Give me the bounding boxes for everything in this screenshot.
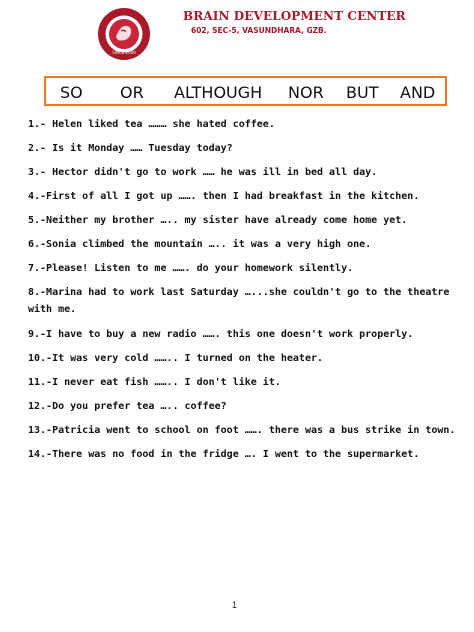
question-item: 13.-Patricia went to school on foot ……. there was a bus strike in town. bbox=[28, 425, 456, 436]
question-item: 9.-I have to buy a new radio ……. this one doesn't work properly. bbox=[28, 329, 414, 340]
question-item: 2.- Is it Monday …… Tuesday today? bbox=[28, 143, 233, 154]
question-item: 12.-Do you prefer tea ….. coffee? bbox=[28, 401, 227, 412]
question-item: 10.-It was very cold …….. I turned on the heater. bbox=[28, 353, 324, 364]
header bbox=[96, 6, 406, 62]
question-item: 4.-First of all I got up ……. then I had breakfast in the kitchen. bbox=[28, 191, 420, 202]
page-number: 1 bbox=[232, 600, 238, 610]
word-bank-item: SO bbox=[60, 83, 83, 102]
logo-lettering: SINCE 2006 bbox=[112, 50, 136, 55]
question-item: 11.-I never eat fish …….. I don't like it. bbox=[28, 377, 281, 388]
word-bank-box bbox=[44, 76, 447, 106]
word-bank-item: NOR bbox=[288, 83, 324, 102]
question-item: 1.- Helen liked tea ……… she hated coffee. bbox=[28, 119, 275, 130]
question-item: 5.-Neither my brother ….. my sister have already come home yet. bbox=[28, 215, 408, 226]
word-bank-item: AND bbox=[400, 83, 436, 102]
word-bank-item: BUT bbox=[346, 83, 379, 102]
question-item: 7.-Please! Listen to me ……. do your homework silently. bbox=[28, 263, 354, 274]
question-item: 6.-Sonia climbed the mountain ….. it was a very high one. bbox=[28, 239, 372, 250]
organization-title: BRAIN DEVELOPMENT CENTER bbox=[183, 9, 406, 23]
question-item: 14.-There was no food in the fridge …. I went to the supermarket. bbox=[28, 449, 420, 460]
question-item: 3.- Hector didn't go to work …… he was ill in bed all day. bbox=[28, 167, 378, 178]
word-bank-item: ALTHOUGH bbox=[174, 83, 263, 102]
question-item: 8.-Marina had to work last Saturday …...she couldn't go to the theatre with me. bbox=[28, 287, 450, 315]
organization-address: 602, SEC-5, VASUNDHARA, GZB. bbox=[191, 26, 327, 35]
logo bbox=[96, 6, 152, 62]
word-bank-item: OR bbox=[120, 83, 144, 102]
